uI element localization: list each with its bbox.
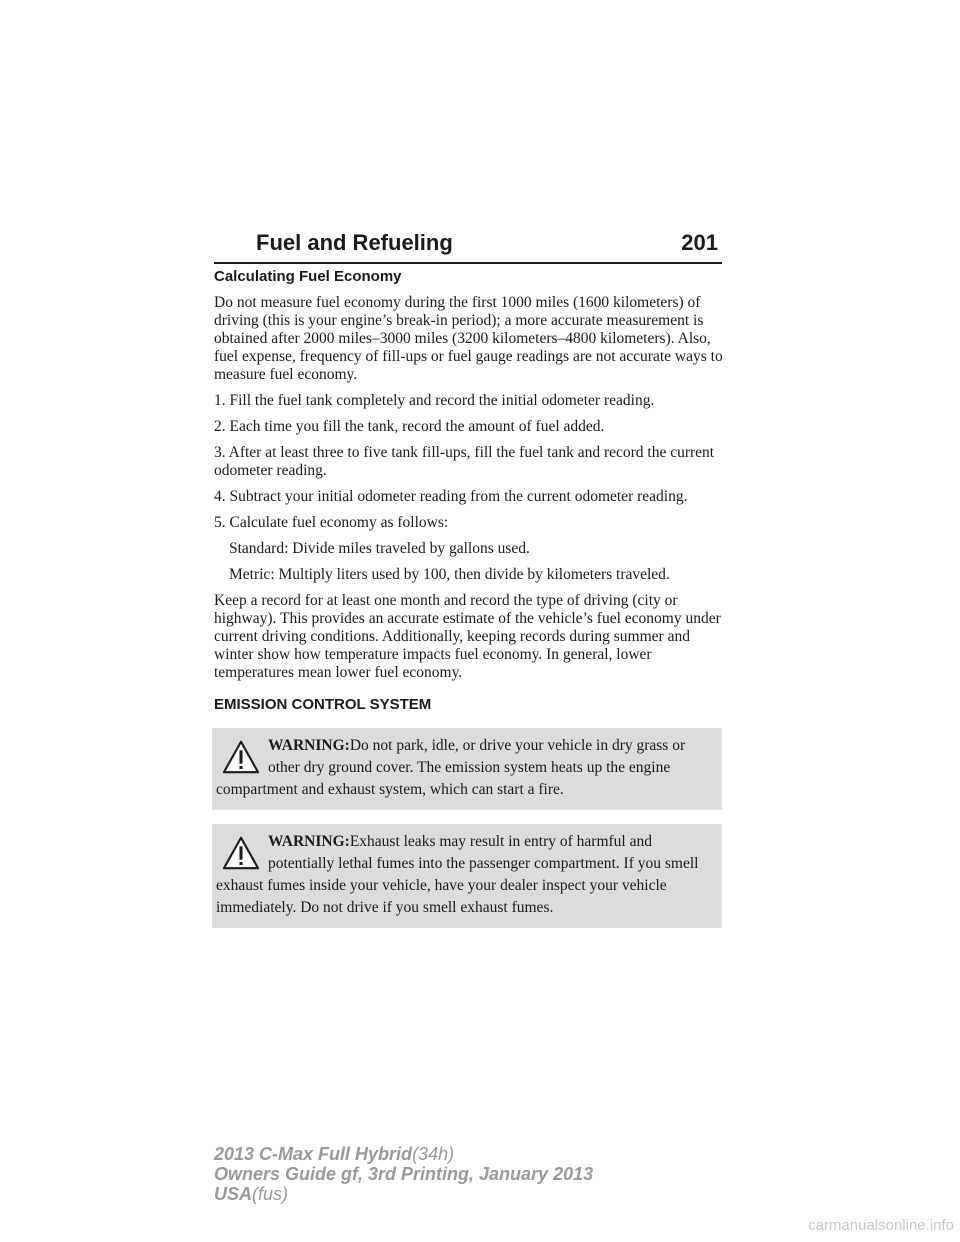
fuel-economy-heading: Calculating Fuel Economy <box>214 268 402 285</box>
section-title: Fuel and Refueling <box>256 230 453 255</box>
warning-box-2 <box>212 824 722 928</box>
footer-market-code: (fus) <box>252 1184 289 1204</box>
warning-text: Exhaust leaks may result in entry of harmful and potentially lethal fumes into the passenger compartment. If you smell exhaust fumes inside your vehicle, have your dealer inspect your vehicle immediately. Do not drive if you smell exhaust fumes. <box>216 833 699 916</box>
page-content <box>214 268 724 942</box>
footer-market: USA <box>214 1184 253 1204</box>
warning-triangle-icon <box>222 835 260 871</box>
warning-box-1 <box>212 728 722 810</box>
standard-formula: Standard: Divide miles traveled by gallons used. <box>229 540 530 557</box>
warning-label: WARNING: <box>268 737 350 754</box>
page-header <box>214 228 722 264</box>
step-3: 3. After at least three to five tank fill-ups, fill the fuel tank and record the current odometer reading. <box>214 444 715 479</box>
fuel-economy-closing: Keep a record for at least one month and record the type of driving (city or highway). This provides an accurate estimate of the vehicle’s fuel economy under current driving conditions. Additionally, keeping records during summer and winter show how temperature impacts fuel economy. In general, lower temperatures mean lower fuel economy. <box>214 592 721 681</box>
step-5: 5. Calculate fuel economy as follows: <box>214 514 449 531</box>
metric-formula: Metric: Multiply liters used by 100, then divide by kilometers traveled. <box>229 566 670 583</box>
footer-line-1 <box>214 1144 593 1164</box>
page-footer <box>214 1144 593 1204</box>
warning-triangle-icon <box>222 739 260 775</box>
step-1: 1. Fill the fuel tank completely and record the initial odometer reading. <box>214 392 655 409</box>
footer-line-2: Owners Guide gf, 3rd Printing, January 2013 <box>214 1164 594 1184</box>
fuel-economy-intro: Do not measure fuel economy during the first 1000 miles (1600 kilometers) of driving (this is your engine’s break-in period); a more accurate measurement is obtained after 2000 miles–3000 miles (3200 kilometers–4800 kilometers). Also, fuel expense, frequency of fill-ups or fuel gauge readings are not accurate ways to measure fuel economy. <box>214 294 723 383</box>
warning-label: WARNING: <box>268 833 350 850</box>
footer-line-3 <box>214 1184 593 1204</box>
footer-model-code: (34h) <box>412 1144 455 1164</box>
footer-model: 2013 C-Max Full Hybrid <box>214 1144 413 1164</box>
page-number: 201 <box>681 230 718 255</box>
step-4: 4. Subtract your initial odometer reading from the current odometer reading. <box>214 488 688 505</box>
watermark-text: carmanualsonline.info <box>808 1217 954 1234</box>
warning-text: Do not park, idle, or drive your vehicle in dry grass or other dry ground cover. The emission system heats up the engine compartment and exhaust system, which can start a fire. <box>216 737 686 798</box>
step-2: 2. Each time you fill the tank, record the amount of fuel added. <box>214 418 605 435</box>
emission-heading: EMISSION CONTROL SYSTEM <box>214 696 432 713</box>
